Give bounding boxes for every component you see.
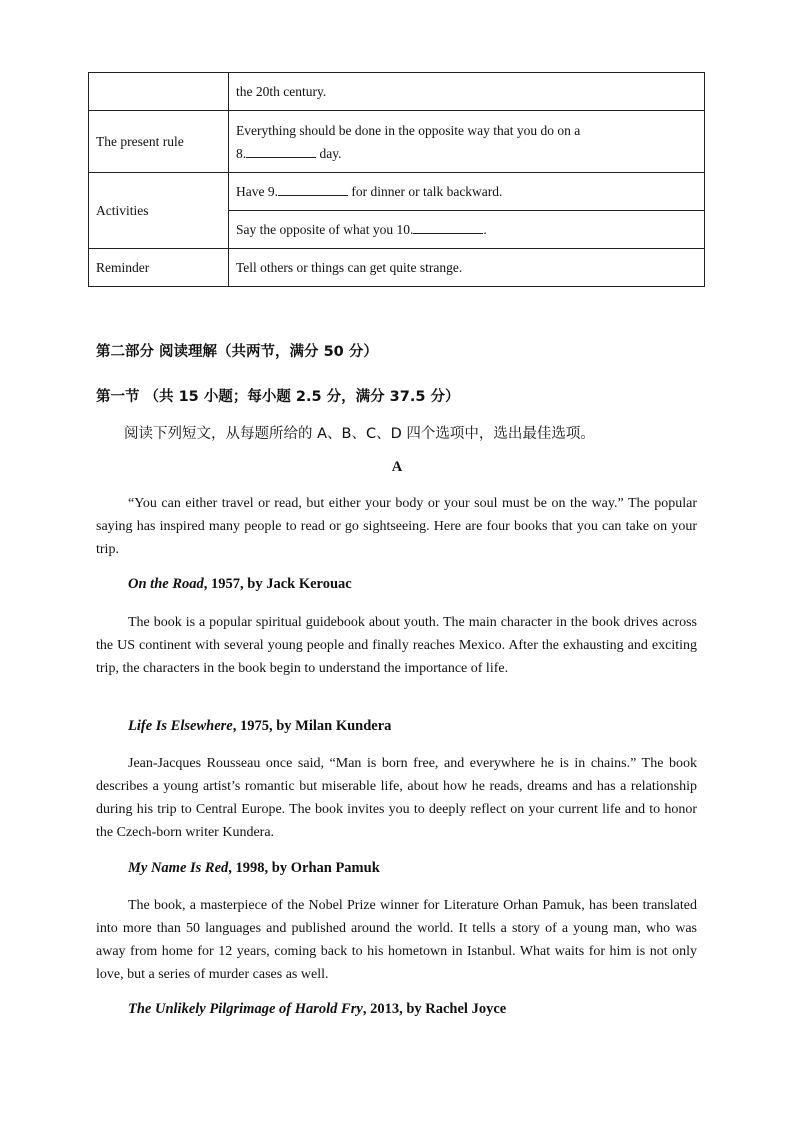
table-cell-content — [229, 111, 705, 173]
table-cell-label — [89, 73, 229, 111]
instruction-text: 阅读下列短文，从每题所给的 A、B、C、D 四个选项中，选出最佳选项。 — [124, 426, 595, 442]
blank-suffix: for dinner or talk backward. — [347, 184, 503, 199]
book-info: , 1998, by Orhan Pamuk — [228, 860, 380, 876]
book-description: The book, a masterpiece of the Nobel Prize winner for Literature Orhan Pamuk, has been translated into more than 50 languages and published around the world. It tells a story of a young man, who was away from home for 12 years, coming back to his hometown in Istanbul. What waits for him is not only love, but a series of murder cases as well. — [96, 898, 697, 982]
book-title: On the Road — [128, 576, 204, 592]
book-heading — [128, 1001, 506, 1018]
book-title: My Name Is Red — [128, 860, 229, 876]
rule-line: Everything should be done in the opposite way that you do on a — [236, 122, 581, 138]
rule-line-blank — [236, 142, 697, 165]
table-cell-label: Activities — [89, 173, 229, 249]
table-cell-content — [229, 211, 705, 249]
book-info: , 2013, by Rachel Joyce — [362, 1001, 507, 1017]
subsection-title: 第一节 （共 15 小题；每小题 2.5 分，满分 37.5 分） — [96, 389, 460, 405]
blank-number: Have 9. — [236, 184, 278, 199]
blank-number: Say the opposite of what you 10. — [236, 222, 414, 237]
book-description: The book is a popular spiritual guidebook about youth. The main character in the book drives across the US continent with several young people and finally reaches Mexico. After the exhausting and exciting trip, the characters in the book begin to understand the importance of life. — [96, 615, 697, 676]
book-title: The Unlikely Pilgrimage of Harold Fry — [128, 1001, 363, 1017]
table-row — [89, 111, 705, 173]
book-heading — [128, 860, 380, 877]
book-heading — [128, 718, 391, 735]
blank-suffix: day. — [316, 145, 342, 161]
answer-blank-8[interactable] — [246, 143, 316, 158]
book-heading — [128, 576, 352, 593]
table-row — [89, 73, 705, 111]
intro-paragraph: “You can either travel or read, but either your body or your soul must be on the way.” The popular saying has inspired many people to read or go sightseeing. Here are four books that you can take on your trip. — [96, 496, 697, 557]
book-info: , 1975, by Milan Kundera — [232, 718, 392, 734]
answer-blank-9[interactable] — [278, 181, 348, 196]
book-title: Life Is Elsewhere — [128, 718, 233, 734]
book-description: Jean-Jacques Rousseau once said, “Man is born free, and everywhere he is in chains.” The book describes a young artist’s romantic but miserable life, about how he reads, dreams and has a relationship during his trip to Central Europe. The book invites you to deeply reflect on your current life and to honor the Czech-born writer Kundera. — [96, 756, 697, 840]
table-row — [89, 249, 705, 287]
part-title: 第二部分 阅读理解（共两节，满分 50 分） — [96, 344, 378, 360]
blank-number: 8. — [236, 145, 247, 161]
table-cell-label: The present rule — [89, 111, 229, 173]
table-cell-label: Reminder — [89, 249, 229, 287]
table-cell-content: the 20th century. — [229, 73, 705, 111]
answer-blank-10[interactable] — [413, 219, 483, 234]
table-row — [89, 173, 705, 211]
table-cell-content: Tell others or things can get quite strange. — [229, 249, 705, 287]
blank-suffix: . — [483, 222, 487, 237]
passage-letter: A — [391, 459, 403, 475]
table-cell-content — [229, 173, 705, 211]
rules-table — [88, 72, 705, 287]
book-info: , 1957, by Jack Kerouac — [203, 576, 352, 592]
